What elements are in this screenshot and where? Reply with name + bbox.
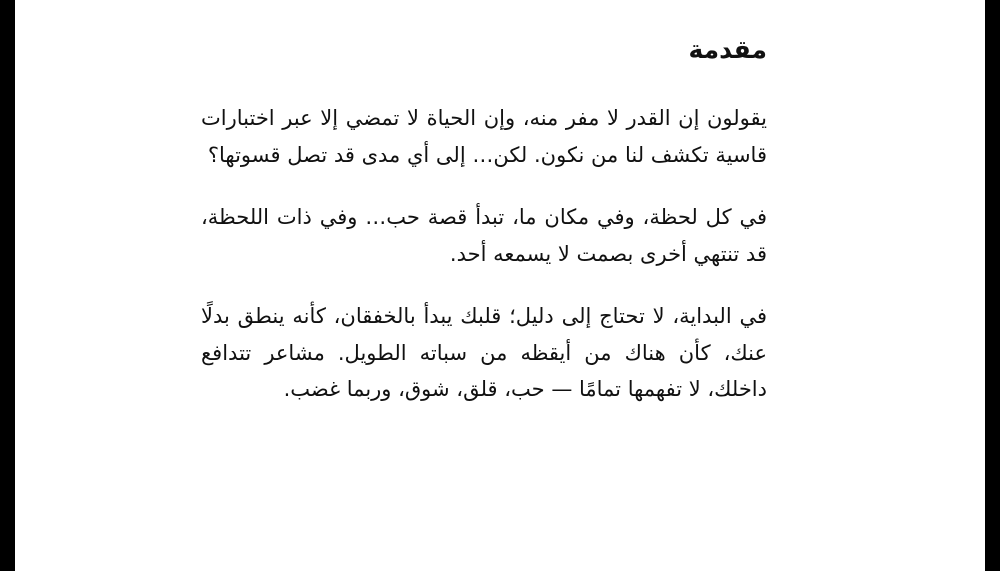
paragraph-2: في كل لحظة، وفي مكان ما، تبدأ قصة حب… وفي ذات اللحظة، قد تنتهي أخرى بصمت لا يسمعه أحد. xyxy=(201,205,767,266)
text-column xyxy=(201,30,767,434)
paragraph-1: يقولون إن القدر لا مفر منه، وإن الحياة لا تمضي إلا عبر اختبارات قاسية تكشف لنا من نكون. لكن… إلى أي مدى قد تصل قسوتها؟ xyxy=(201,106,767,167)
chapter-heading: مقدمة xyxy=(688,35,767,64)
document-page xyxy=(15,0,985,571)
paragraph-3: في البداية، لا تحتاج إلى دليل؛ قلبك يبدأ بالخفقان، كأنه ينطق بدلًا عنك، كأن هناك من أيقظه من سباته الطويل. مشاعر تتدافع داخلك، لا تفهمها تمامًا — حب، قلق، شوق، وربما غضب. xyxy=(201,304,767,401)
